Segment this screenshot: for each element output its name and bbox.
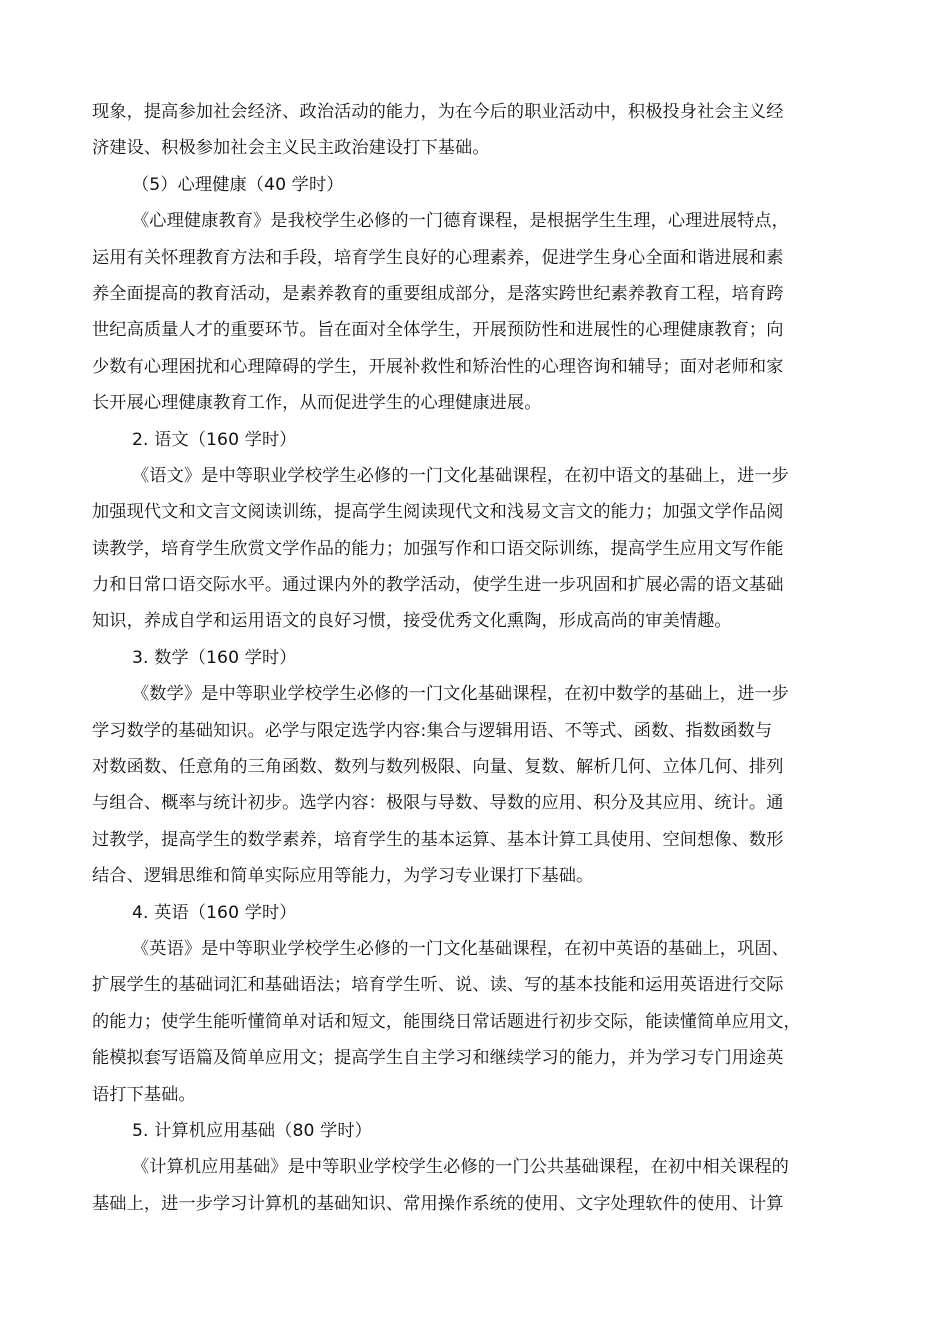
paragraph-first-line: 《英语》是中等职业学校学生必修的一门文化基础课程，在初中英语的基础上，巩固、 <box>132 938 789 959</box>
paragraph-line: 结合、逻辑思维和简单实际应用等能力，为学习专业课打下基础。 <box>92 866 594 887</box>
paragraph-line: 知识，养成自学和运用语文的良好习惯，接受优秀文化熏陶，形成高尚的审美情趣。 <box>92 611 732 632</box>
paragraph-line: 基础上，进一步学习计算机的基础知识、常用操作系统的使用、文字处理软件的使用、计算 <box>92 1193 784 1214</box>
paragraph-line: 少数有心理困扰和心理障碍的学生，开展补救性和矫治性的心理咨询和辅导；面对老师和家 <box>92 356 784 377</box>
paragraph-line: 养全面提高的教育活动，是素养教育的重要组成部分，是落实跨世纪素养教育工程，培育跨 <box>92 283 784 304</box>
paragraph-line: 对数函数、任意角的三角函数、数列与数列极限、向量、复数、解析几何、立体几何、排列 <box>92 757 784 778</box>
paragraph-line: 现象，提高参加社会经济、政治活动的能力，为在今后的职业活动中，积极投身社会主义经 <box>92 102 784 122</box>
paragraph-line: 力和日常口语交际水平。通过课内外的教学活动，使学生进一步巩固和扩展必需的语文基础 <box>92 575 784 596</box>
paragraph-line: 语打下基础。 <box>92 1084 196 1105</box>
paragraph-first-line: 《语文》是中等职业学校学生必修的一门文化基础课程，在初中语文的基础上，进一步 <box>132 465 789 486</box>
paragraph-first-line: 《计算机应用基础》是中等职业学校学生必修的一门公共基础课程，在初中相关课程的 <box>132 1157 789 1178</box>
paragraph-line: 过教学，提高学生的数学素养，培育学生的基本运算、基本计算工具使用、空间想像、数形 <box>92 829 784 850</box>
paragraph-line: 读教学，培育学生欣赏文学作品的能力；加强写作和口语交际训练，提高学生应用文写作能 <box>92 538 784 559</box>
paragraph-line: 学习数学的基础知识。必学与限定选学内容:集合与逻辑用语、不等式、函数、指数函数与 <box>92 720 773 741</box>
paragraph-line: 加强现代文和文言文阅读训练，提高学生阅读现代文和浅易文言文的能力；加强文学作品阅 <box>92 502 784 523</box>
paragraph-first-line: （5）心理健康（40 学时） <box>132 174 344 195</box>
paragraph-line: 长开展心理健康教育工作，从而促进学生的心理健康进展。 <box>92 393 542 414</box>
paragraph-line: 的能力；使学生能听懂简单对话和短文，能围绕日常话题进行初步交际，能读懂简单应用文， <box>92 1011 801 1032</box>
paragraph-first-line: 2. 语文（160 学时） <box>132 429 297 450</box>
paragraph-first-line: 《数学》是中等职业学校学生必修的一门文化基础课程，在初中数学的基础上，进一步 <box>132 684 789 705</box>
paragraph-line: 与组合、概率与统计初步。选学内容：极限与导数、导数的应用、积分及其应用、统计。通 <box>92 793 784 814</box>
paragraph-line: 世纪高质量人才的重要环节。旨在面对全体学生，开展预防性和进展性的心理健康教育；向 <box>92 320 784 341</box>
paragraph-line: 济建设、积极参加社会主义民主政治建设打下基础。 <box>92 138 490 159</box>
paragraph-first-line: 《心理健康教育》是我校学生必修的一门德育课程，是根据学生生理，心理进展特点， <box>132 211 789 232</box>
paragraph-first-line: 5. 计算机应用基础（80 学时） <box>132 1120 372 1141</box>
paragraph-line: 扩展学生的基础词汇和基础语法；培育学生听、说、读、写的基本技能和运用英语进行交际 <box>92 975 784 996</box>
paragraph-first-line: 4. 英语（160 学时） <box>132 902 297 923</box>
paragraph-line: 运用有关怀理教育方法和手段，培育学生良好的心理素养，促进学生身心全面和谐进展和素 <box>92 247 784 268</box>
paragraph-line: 能模拟套写语篇及简单应用文；提高学生自主学习和继续学习的能力，并为学习专门用途英 <box>92 1048 784 1069</box>
paragraph-first-line: 3. 数学（160 学时） <box>132 647 297 668</box>
document-body <box>92 94 862 1222</box>
